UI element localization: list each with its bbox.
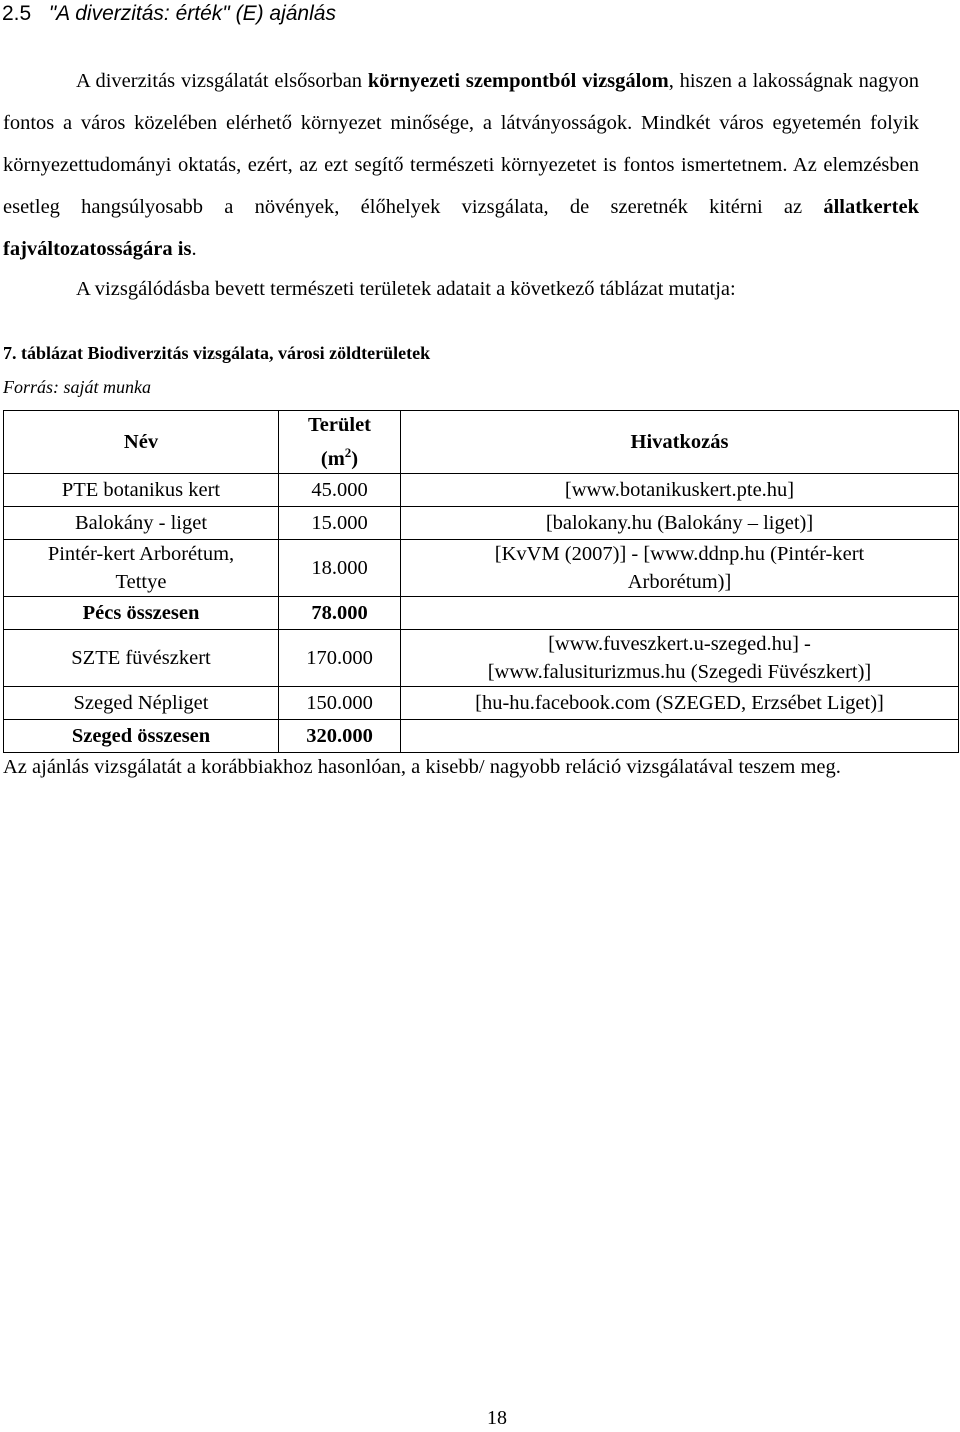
closing-paragraph: Az ajánlás vizsgálatát a korábbiakhoz hasonlóan, a kisebb/ nagyobb reláció vizsgálatával teszem meg.	[3, 756, 841, 778]
cell-reference	[401, 473, 959, 506]
intro-text-3: .	[191, 238, 197, 260]
cell-reference	[401, 629, 959, 686]
cell-reference	[401, 686, 959, 719]
reference-line: [hu-hu.facebook.com (SZEGED, Erzsébet Liget)]	[475, 691, 884, 714]
intro-bold-1: környezeti szempontból vizsgálom	[367, 70, 669, 92]
cell-name	[4, 539, 279, 596]
cell-reference	[401, 539, 959, 596]
intro-text-2: , hiszen a lakosságnak nagyon fontos a város közelében elérhető környezet minősége, a látványosságok. Mindkét város egyetemén folyik környezettudományi oktatás, ezért, az ezt segítő természeti környezetet is fontos ismertetnem. Az elemzésben esetleg hangsúlyosabb a növények, élőhelyek vizsgálata, de szeretnék kitérni az	[3, 70, 919, 218]
reference-line: [balokany.hu (Balokány – liget)]	[545, 511, 814, 534]
header-area-label: Terület	[307, 414, 371, 436]
table-header-row	[4, 411, 959, 474]
table-row	[4, 539, 959, 596]
table-row	[4, 506, 959, 539]
header-name: Név	[4, 411, 279, 474]
table-row	[4, 596, 959, 629]
header-area-sup: 2	[344, 445, 352, 460]
table-row	[4, 473, 959, 506]
table-intro-paragraph: A vizsgálódásba bevett természeti területek adatait a következő táblázat mutatja:	[76, 278, 736, 300]
intro-bold-2: állatkertek fajváltozatosságára is	[3, 196, 919, 260]
table-caption: 7. táblázat Biodiverzitás vizsgálata, városi zöldterületek	[3, 343, 431, 363]
cell-name: Szeged Népliget	[4, 686, 279, 719]
table-row	[4, 686, 959, 719]
table-source: Forrás: saját munka	[3, 377, 151, 397]
cell-area: 18.000	[279, 539, 401, 596]
section-number: 2.5	[2, 2, 32, 25]
name-line: Pintér-kert Arborétum,	[47, 542, 235, 565]
cell-area: 45.000	[279, 473, 401, 506]
reference-line: [www.fuveszkert.u-szeged.hu] -	[548, 632, 811, 655]
biodiversity-table	[3, 410, 959, 753]
header-area	[279, 411, 401, 474]
reference-line: [www.botanikuskert.pte.hu]	[564, 478, 795, 501]
reference-line: [www.falusiturizmus.hu (Szegedi Füvészkert)]	[487, 660, 872, 683]
cell-reference	[401, 506, 959, 539]
cell-name: Szeged összesen	[4, 719, 279, 752]
name-line: Tettye	[115, 570, 167, 593]
header-area-unit: (m	[320, 447, 345, 470]
cell-name: SZTE füvészkert	[4, 629, 279, 686]
cell-area: 15.000	[279, 506, 401, 539]
cell-reference	[401, 596, 959, 629]
reference-line: Arborétum)]	[627, 570, 732, 593]
cell-area: 150.000	[279, 686, 401, 719]
page-number: 18	[487, 1407, 507, 1429]
intro-text-1: A diverzitás vizsgálatát elsősorban	[76, 70, 368, 92]
cell-area: 78.000	[279, 596, 401, 629]
cell-name: PTE botanikus kert	[4, 473, 279, 506]
header-area-close: )	[351, 447, 359, 470]
section-title: "A diverzitás: érték" (E) ajánlás	[48, 2, 336, 25]
section-heading	[2, 0, 336, 28]
intro-paragraph	[3, 60, 919, 270]
header-reference: Hivatkozás	[401, 411, 959, 474]
reference-line: [KvVM (2007)] - [www.ddnp.hu (Pintér-kert	[494, 542, 865, 565]
cell-name: Balokány - liget	[4, 506, 279, 539]
cell-area: 320.000	[279, 719, 401, 752]
cell-name: Pécs összesen	[4, 596, 279, 629]
table-row	[4, 629, 959, 686]
cell-area: 170.000	[279, 629, 401, 686]
